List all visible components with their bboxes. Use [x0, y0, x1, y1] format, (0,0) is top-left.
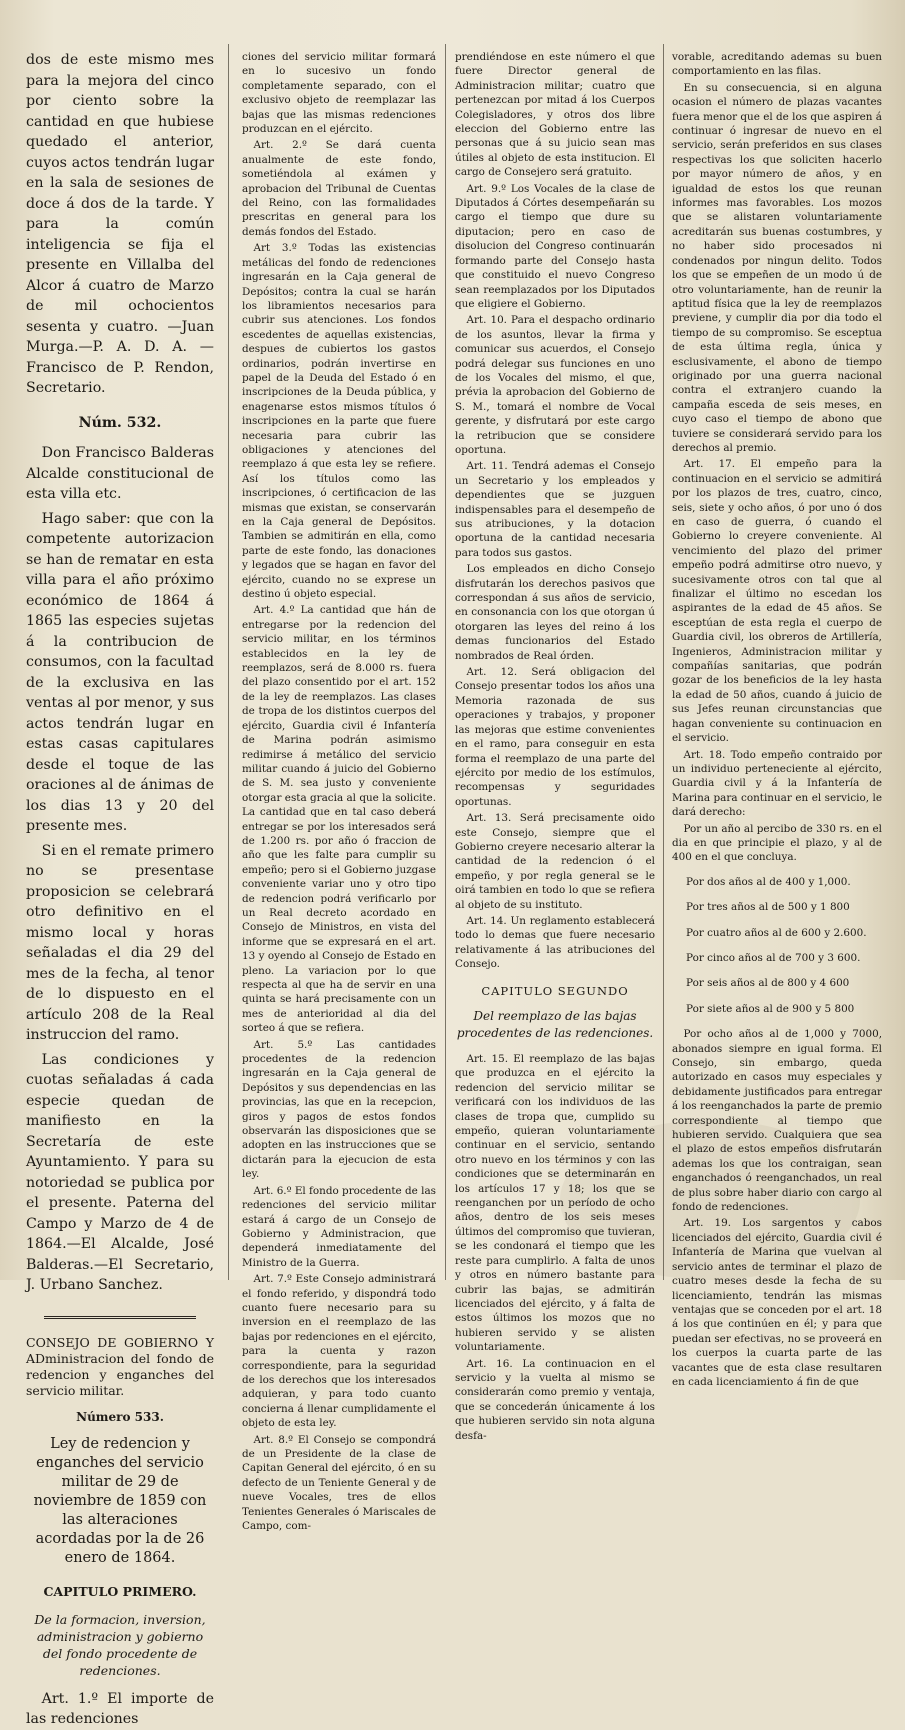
notice-paterna-heading: Don Francisco Balderas Alcalde constitucional de esta villa etc.	[26, 445, 214, 502]
article-7: Art. 7.º Este Consejo administrará el fondo referido, y dispondrá todo cuanto fuere necesario para su inversion en el reemplazo de las bajas por redenciones en el ejército, para la cuenta y razon correspondiente, para la seguridad de los derechos que los interesados adquieran, y para todo cuanto conciernа á llenar cumplidamente el objeto de esta ley.	[242, 1273, 436, 1430]
notice-paterna-body-2: Si en el remate primero no se presentase proposicion se celebrará otro definitivo en el mismo local y horas señaladas el dia 29 del mes de la fecha, al tenor de lo dispuesto en el artículo 208 de la Real instruccion del ramo.	[26, 842, 214, 1043]
column-rule	[445, 44, 446, 1280]
notice-number-532: Núm. 532.	[78, 414, 162, 431]
chapter-two-heading: CAPITULO SEGUNDO	[481, 983, 629, 998]
article-11-employees: Los empleados en dicho Consejo disfrutarán los derechos pasivos que correspondan á sus años de servicio, en consonancia con los que otorgan ú otorgaren las leyes del reino á los demas funcionarios del Estado nombrados de Real órden.	[455, 563, 655, 662]
article-15: Art. 15. El reemplazo de las bajas que produzca en el ejército la redencion del servicio militar se verificará con los individuos de las clases de tropa que, cumplido su empeño, quieran voluntariamente continuar en el servicio, sentando otro nuevo en los términos y con las condiciones que se determinarán en los artículos 17 y 18; los que se reenganchen por un período de ocho años, dentro de los seis meses últimos del compromiso que tuvieran, se les condonará el tiempo que les reste para cumplirlo. A falta de unos y otros en número bastante para cubrir las bajas, se admitirán licenciados del ejército, y á falta de estos últimos los mozos que no hubieren servido y se alisten voluntariamente.	[455, 1053, 655, 1354]
article-19: Art. 19. Los sargentos y cabos licenciados del ejército, Guardia civil é Infantería de Marina que vuelvan al servicio antes de terminar el plazo de cuatro meses desde la fecha de su licenciamiento, tendrán las mismas ventajas que se conceden por el art. 18 á los que continúen en él; y para que puedan ser efectivas, no se proveerá en los cuerpos la cuarta parte de las vacantes que de esta clase resultaren en cada licenciamiento á fin de que	[672, 1217, 882, 1388]
article-6: Art. 6.º El fondo procedente de las redenciones del servicio militar estará á cargo de un Consejo de Gobierno y Administracion, que dependerá inmediatamente del Ministro de la Guerra.	[242, 1184, 436, 1269]
premium-line: Por seis años al de 800 y 4 600	[686, 977, 850, 990]
section-separator	[44, 1316, 196, 1319]
article-17: Art. 17. El empeño para la continuacion en el servicio se admitirá por los plazos de tres, cuatro, cinco, seis, siete y ocho años, ó por uno ó dos en caso de guerra, ó cuando el Gobierno lo creyere conveniente. Al vencimiento del plazo del primer empeño podrá admitirse otro nuevo, y sucesivamente otros con tal que al finalizar el último no escedan los aspirantes de la edad de 45 años. Se esceptúan de esta regla el cuerpo de Guardia civil, los obreros de Artillería, Ingenieros, Administracion militar y compañías sanitarias, que podrán gozar de los beneficios de la ley hasta la edad de 50 años, cuando á juicio de sus Jefes reunan circunstancias que hagan conveniente su continuacion en el servicio.	[672, 458, 882, 745]
premium-line: Por cuatro años al de 600 y 2.600.	[686, 926, 867, 939]
chapter-two-subtitle: Del reemplazo de las bajas procedentes de las redenciones.	[456, 1009, 654, 1040]
premium-line: Por dos años al de 400 y 1,000.	[686, 875, 851, 888]
notice-paterna-body-1: Hago saber: que con la competente autorizacion se han de rematar en esta villa para el año próximo económico de 1864 á 1865 las especies sujetas á la contribucion de consumos, con la facultad de la exclusiva en las ventas al por menor, y sus actos tendrán lugar en estas casas capitulares desde el toque de las oraciones al de ánimas de los dias 13 y 20 del presente mes.	[26, 510, 214, 834]
article-13: Art. 13. Será precisamente oido este Consejo, siempre que el Gobierno creyere necesario alterar la cantidad de la redencion ó el empeño, y por regla general se le oirá tambien en todo lo que se refiera al objeto de su instituto.	[455, 812, 655, 911]
column-rule	[228, 44, 229, 1280]
chapter-one-subtitle: De la formacion, inversion, administracion y gobierno del fondo procedente de redenciones.	[34, 1611, 206, 1678]
article-5: Art. 5.º Las cantidades procedentes de la redencion ingresarán en la Caja general de Depósitos y sus dependencias en las provincias, las que en la recepcion, giros y pagos de estos fondos observarán las disposiciones que se adopten en las instrucciones que se dictarán para la ejecucion de esta ley.	[242, 1038, 436, 1181]
article-4: Art. 4.º La cantidad que hán de entregarse por la redencion del servicio militar, en los términos establecidos en la ley de reemplazos, será de 8.000 rs. fuera del plazo consentido por el art. 152 de la ley de reemplazos. Las clases de tropa de los distintos cuerpos del ejército, Guardia civil é Infantería de Marina podrán asimismo redimirse á metálico del servicio militar cuando á juicio del Gobierno de S. M. sea justo y conveniente otorgar esta gracia al que la solicite. La cantidad que en tal caso deberá entregar se por los interesados será de 1.200 rs. por año ó fraccion de año que les falte para cumplir su empeño; pero si el Gobierno juzgase conveniente variar uno y otro tipo de redencion podrá verificarlo por un Real decreto acordado en Consejo de Ministros, en vista del informe que se expresará en el art. 13 y oyendo al Consejo de Estado en pleno. La variacion por lo que respecta al que ha de servir en una quinta se hará precisamente con un mes de anterioridad al dia del sorteo á que se refiera.	[242, 604, 436, 1035]
column-rule	[663, 44, 664, 1280]
article-16-consequence: En su consecuencia, si en alguna ocasion el número de plazas vacantes fuera menor que el de los que aspiren á continuar ó ingresar de nuevo en el servicio, serán preferidos en sus clases respectivas los que soliciten hacerlo por mayor número de años, y en igualdad de estos los que reunan informes mas favorables. Los mozos que se alistaren voluntariamente acreditarán sus buenas costumbres, y no haber sido procesados ni condenados por ningun delito. Todos los que se empeñen de un modo ú de otro voluntariamente, han de reunir la aptitud física que la ley de reemplazos previene, y cumplir dia por dia todo el tiempo de su compromiso. Se esceptua de esta última regla, única y esclusivamente, el abono de tiempo originado por una guerra nacional contra el extranjero cuando la campaña esceda de seis meses, en cuyo caso el tiempo de abono que tuviere se considerará servido para los derechos al premio.	[672, 81, 882, 454]
article-1: Art. 1.º El importe de las redenciones	[26, 1690, 214, 1727]
article-2: Art. 2.º Se dará cuenta anualmente de este fondo, sometiéndola al exámen y aprobacion del Tribunal de Cuentas del Reino, con las formalidades prescritas en general para los demás fondos del Estado.	[242, 139, 436, 238]
premium-line: Por cinco años al de 700 y 3 600.	[686, 951, 861, 964]
article-1-continued: ciones del servicio militar formará en lo sucesivo un fondo completamente separado, con el exclusivo objeto de reemplazar las bajas que las mismas redenciones produzcan en el ejército.	[242, 51, 436, 136]
column-3	[455, 50, 655, 1442]
column-1	[26, 50, 214, 1727]
article-3: Art 3.º Todas las existencias metálicas del fondo de redenciones ingresarán en la Caja general de Depósitos; contra la cual se harán los libramientos necesarios para cubrir sus atenciones. Los fondos escedentes de aquellas existencias, despues de cubiertos los gastos ordinarios, podrán invertirse en papel de la Deuda del Estado ó en inscripciones de la Deuda pública, y enagenarse estos mismos títulos ó inscripciones en la parte que fuere necesaria para cubrir las obligaciones y atenciones del reemplazo á que esta ley se refiere. Así los títulos como las inscripciones, ó certificacion de las mismas que existan, se conservarán en la Caja general de Depósitos. Tambien se admitirán en ella, como parte de este fondo, las donaciones y legados que se hagan en favor del ejército, cuando no se exprese un destino ú objeto especial.	[242, 242, 436, 601]
premium-line: Por tres años al de 500 y 1 800	[686, 901, 850, 914]
consejo-heading: CONSEJO DE GOBIERNO Y ADministracion del fondo de redencion y enganches del servicio militar.	[26, 1334, 214, 1398]
notice-paterna-body-3: Las condiciones y cuotas señaladas á cada especie quedan de manifiesto en la Secretaría de este Ayuntamiento. Y para su notoriedad se publica por el presente. Paterna del Campo y Marzo de 4 de 1864.—El Alcalde, José Balderas.—El Secretario, J. Urbano Sanchez.	[26, 1051, 214, 1293]
article-14: Art. 14. Un reglamento establecerá todo lo demas que fuere necesario relativamente á las atribuciones del Consejo.	[455, 914, 655, 971]
article-8-continued: prendiéndose en este número el que fuere Director general de Administracion militar; cuatro que pertenezcan por mitad á los Cuerpos Colegisladores, y otros dos libre eleccion del Gobierno entre las personas que á su juicio sean mas útiles al objeto de esta institucion. El cargo de Consejero será gratuito.	[455, 51, 655, 179]
article-9: Art. 9.º Los Vocales de la clase de Diputados á Córtes desempeñarán su cargo el tiempo que dure su diputacion; pero en caso de disolucion del Congreso continuarán formando parte del Consejo hasta que constituido el nuevo Congreso sean reemplazados por los Diputados que eligiere el Gobierno.	[455, 182, 655, 310]
article-16-continued: vorable, acreditando ademas su buen comportamiento en las filas.	[672, 51, 882, 78]
chapter-one-heading: CAPITULO PRIMERO.	[43, 1584, 197, 1599]
article-11: Art. 11. Tendrá ademas el Consejo un Secretario y los empleados y dependientes que se juzguen indispensables para el desempeño de sus atribuciones, y la dotacion oportuna de la cantidad necesaria para todos sus gastos.	[455, 460, 655, 559]
article-16: Art. 16. La continuacion en el servicio y la vuelta al mismo se considerarán como premio y ventaja, que se concederán únicamente á los que hubieren servido sin nota alguna desfa-	[455, 1357, 655, 1442]
notice-number-533: Número 533.	[76, 1409, 164, 1424]
article-8: Art. 8.º El Consejo se compondrá de un Presidente de la clase de Capitan General del ejército, ó en su defecto de un Teniente General y de nueve Vocales, tres de ellos Tenientes Generales ó Mariscales de Campo, com-	[242, 1433, 436, 1533]
premium-line: Por siete años al de 900 y 5 800	[686, 1002, 855, 1015]
article-18: Art. 18. Todo empeño contraido por un individuo perteneciente al ejército, Guardia civil y á la Infantería de Marina para continuar en el servicio, le dará derecho:	[672, 748, 882, 819]
law-title: Ley de redencion y enganches del servicio militar de 29 de noviembre de 1859 con las alteraciones acordadas por la de 26 enero de 1864.	[33, 1436, 207, 1566]
notice-villalba-text: dos de este mismo mes para la mejora del cinco por ciento sobre la cantidad en que hubiese quedado el anterior, cuyos actos tendrán lugar en la sala de sesiones de doce á dos de la tarde. Y para la común inteligencia se fija el presente en Villalba del Alcor á cuatro de Marzo de mil ochocientos sesenta y cuatro. —Juan Murga.—P. A. D. A. —Francisco de P. Rendon, Secretario.	[26, 52, 214, 396]
article-10: Art. 10. Para el despacho ordinario de los asuntos, llevar la firma y comunicar sus acuerdos, el Consejo podrá delegar sus funciones en uno de los Vocales del mismo, el que, prévia la aprobacion del Gobierno de S. M., tomará el nombre de Vocal gerente, y disfrutará por este cargo la retribucion que se considere oportuna.	[455, 314, 655, 456]
column-4	[672, 50, 882, 1388]
article-12: Art. 12. Será obligacion del Consejo presentar todos los años una Memoria razonada de sus operaciones y trabajos, y proponer las mejoras que estime convenientes en el ramo, para conseguir en esta forma el reemplazo de una parte del ejército por medio de los estímulos, recompensas y seguridades oportunas.	[455, 666, 655, 808]
article-18-eight-years: Por ocho años al de 1,000 y 7000, abonados siempre en igual forma. El Consejo, sin embargo, queda autorizado en casos muy especiales y debidamente justificados para entregar á los reenganchados la parte de premio correspondiente al tiempo que hubieren servido. Cualquiera que sea el plazo de estos empeños disfrutarán ademas los que los contraigan, sean enganchados ó reenganchados, un real de plus sobre haber diario con cargo al fondo de redenciones.	[672, 1028, 882, 1214]
article-18-one-year: Por un año al percibo de 330 rs. en el dia en que principie el plazo, y al de 400 en el que concluya.	[672, 822, 882, 864]
column-2	[242, 50, 436, 1533]
